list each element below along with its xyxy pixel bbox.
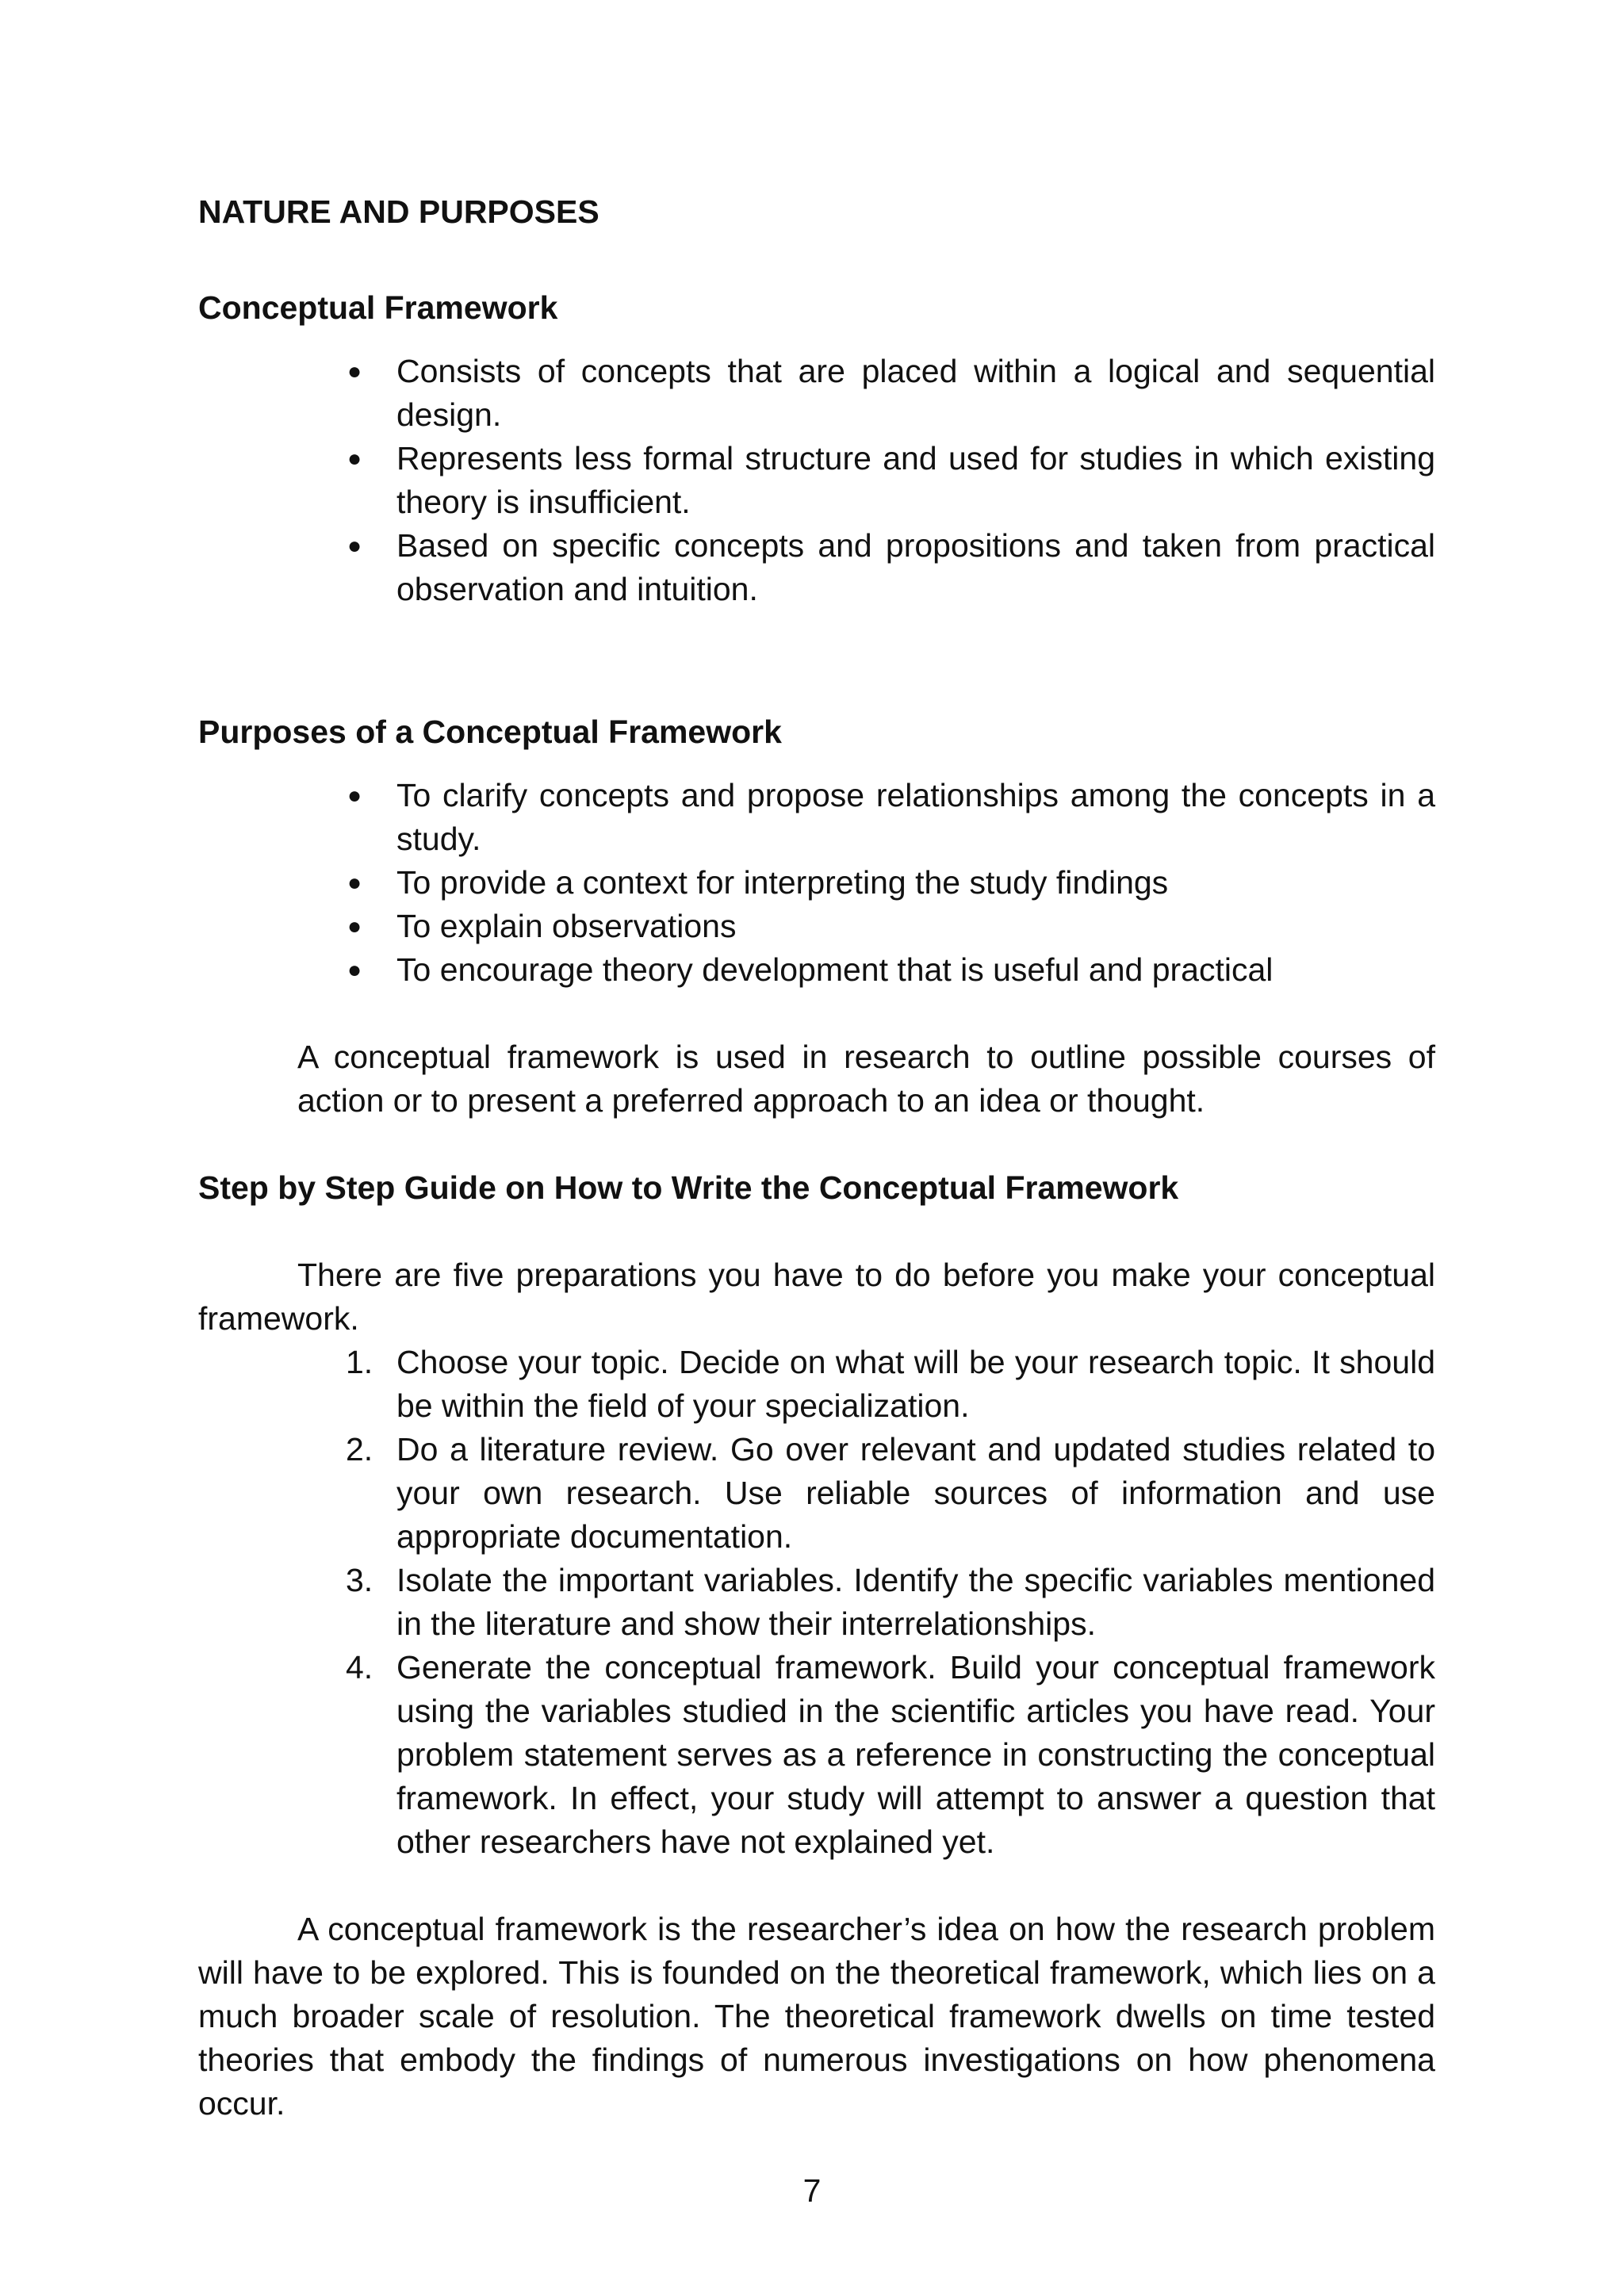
list-item	[347, 905, 1435, 948]
bullet-icon: ●	[347, 446, 362, 472]
conceptual-framework-bullet-list	[198, 350, 1435, 611]
list-item	[347, 350, 1435, 437]
document-page	[198, 190, 1435, 2158]
list-item-text: To explain observations	[396, 908, 737, 944]
step-text: Isolate the important variables. Identify the specific variables mentioned in the literature and show their interrelationships.	[396, 1562, 1435, 1642]
list-item	[346, 1428, 1435, 1559]
list-item	[346, 1341, 1435, 1428]
step-text: Choose your topic. Decide on what will be your research topic. It should be within the field of your specialization.	[396, 1344, 1435, 1424]
list-item	[347, 437, 1435, 524]
list-item-text: Consists of concepts that are placed within a logical and sequential design.	[396, 353, 1435, 433]
list-item-text: Based on specific concepts and propositions and taken from practical observation and intuition.	[396, 527, 1435, 607]
list-item	[346, 1559, 1435, 1646]
list-item	[347, 774, 1435, 861]
list-item-text: To provide a context for interpreting the study findings	[396, 864, 1169, 901]
list-item-text: To clarify concepts and propose relationships among the concepts in a study.	[396, 777, 1435, 857]
bullet-icon: ●	[347, 783, 362, 809]
step-text: Do a literature review. Go over relevant and updated studies related to your own research. Use reliable sources of information and use appropriate documentation.	[396, 1431, 1435, 1555]
list-item	[347, 861, 1435, 905]
section-title-conceptual-framework: Conceptual Framework	[198, 289, 558, 326]
purposes-bullet-list	[198, 774, 1435, 992]
section-title-purposes: Purposes of a Conceptual Framework	[198, 714, 782, 750]
bullet-icon: ●	[347, 957, 362, 983]
purposes-paragraph: A conceptual framework is used in research to outline possible courses of action or to present a preferred approach to an idea or thought.	[297, 1039, 1435, 1119]
section-title-step-by-step: Step by Step Guide on How to Write the Conceptual Framework	[198, 1169, 1179, 1206]
bullet-icon: ●	[347, 913, 362, 939]
steps-list	[198, 1341, 1435, 1864]
list-item	[347, 524, 1435, 611]
step-number: 3.	[346, 1562, 373, 1598]
bullet-icon: ●	[347, 533, 362, 559]
step-guide-intro: There are five preparations you have to do before you make your conceptual framework.	[198, 1257, 1435, 1337]
list-item	[347, 948, 1435, 992]
bullet-icon: ●	[347, 870, 362, 896]
bullet-icon: ●	[347, 358, 362, 385]
step-number: 1.	[346, 1344, 373, 1380]
closing-paragraph: A conceptual framework is the researcher’s idea on how the research problem will have to be explored. This is founded on the theoretical framework, which lies on a much broader scale of resolution. The theoretical framework dwells on time tested theories that embody the findings of numerous investigations on how phenomena occur.	[198, 1911, 1435, 2122]
step-number: 2.	[346, 1431, 373, 1468]
step-number: 4.	[346, 1649, 373, 1686]
step-text: Generate the conceptual framework. Build your conceptual framework using the variables studied in the scientific articles you have read. Your problem statement serves as a reference in constructing the conceptual framework. In effect, your study will attempt to answer a question that other researchers have not explained yet.	[396, 1649, 1435, 1860]
list-item-text: To encourage theory development that is useful and practical	[396, 951, 1274, 988]
list-item-text: Represents less formal structure and used for studies in which existing theory is insufficient.	[396, 440, 1435, 520]
page-number: 7	[802, 2172, 822, 2209]
list-item	[346, 1646, 1435, 1864]
main-heading: NATURE AND PURPOSES	[198, 193, 599, 230]
